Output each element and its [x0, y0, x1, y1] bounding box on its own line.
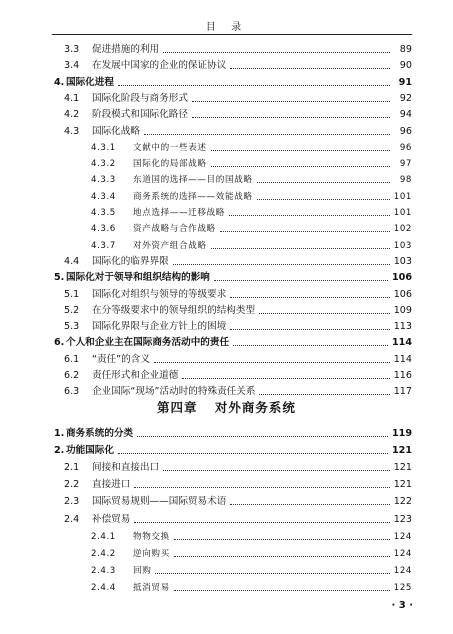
toc-entry-title: 国际化界限与企业方针上的困境	[92, 321, 227, 333]
dot-leader	[118, 84, 390, 86]
page-number: · 3 ·	[391, 600, 413, 611]
toc-entry	[91, 172, 412, 188]
toc-entry-page: 101	[393, 208, 412, 218]
toc-entry-page: 91	[398, 76, 412, 88]
dot-leader	[154, 361, 390, 363]
toc-entry-title: 在分等级要求中的领导组织的结构类型	[92, 304, 256, 316]
toc-entry-page: 96	[399, 142, 412, 153]
toc-entry-number: 3.4	[64, 60, 80, 72]
toc-entry-page: 106	[391, 272, 412, 284]
chapter-title: 对外商务系统	[214, 400, 296, 415]
toc-entry-number: 5.3	[64, 321, 80, 333]
dot-leader	[229, 214, 390, 216]
toc-entry-number: 4.3	[64, 125, 80, 137]
toc-entry	[54, 335, 412, 351]
toc-entry-page: 121	[391, 445, 412, 457]
toc-entry-title: 国际化对于领导和组织结构的影响	[66, 272, 210, 284]
toc-entry-title: 在发展中国家的企业的保证协议	[92, 60, 227, 72]
toc-entry-title: 间接和直接出口	[92, 462, 160, 474]
toc-entry	[64, 91, 412, 107]
toc-entry-number: 2.4	[64, 513, 80, 525]
toc-entry	[54, 270, 412, 286]
toc-entry-title: 促进措施的利用	[92, 44, 160, 55]
toc-entry-title: “责任”的含义	[92, 353, 150, 365]
dot-leader	[259, 312, 390, 314]
toc-entry	[54, 426, 412, 442]
toc-entry-title: 国际化对组织与领导的等级要求	[92, 288, 227, 300]
dot-leader	[137, 435, 388, 437]
dot-leader	[230, 328, 389, 330]
toc-entry	[54, 75, 412, 91]
toc-entry	[54, 443, 412, 459]
toc-entry-number: 4.2	[64, 109, 80, 121]
toc-entry-page: 113	[393, 321, 412, 333]
toc-entry-number: 5.	[54, 272, 65, 284]
dot-leader	[192, 116, 390, 118]
page-header: 目 录	[205, 22, 248, 33]
chapter-number: 第四章	[157, 400, 198, 415]
toc-entry-number: 4.3.1	[91, 142, 116, 153]
toc-entry-title: 国际化进程	[66, 76, 114, 88]
toc-entry	[91, 205, 412, 221]
toc-entry-number: 6.3	[64, 386, 80, 398]
toc-entry-title: 国际贸易规则——国际贸易术语	[92, 496, 227, 508]
toc-entry	[91, 529, 412, 545]
toc-entry-number: 5.2	[64, 304, 80, 316]
toc-entry	[91, 221, 412, 237]
toc-entry-page: 103	[393, 255, 412, 267]
toc-entry-number: 2.4.1	[91, 531, 116, 542]
toc-entry-title: 国际化的局部战略	[133, 159, 207, 170]
toc-entry-number: 1.	[54, 428, 65, 439]
toc-entry-title: 资产战略与合作战略	[133, 224, 216, 235]
toc-entry-number: 6.1	[64, 353, 80, 365]
toc-entry	[64, 287, 412, 303]
toc-entry-number: 4.	[54, 76, 65, 88]
toc-entry-page: 103	[393, 240, 412, 251]
toc-entry	[91, 580, 412, 596]
dot-leader	[134, 486, 389, 488]
toc-entry	[91, 189, 412, 205]
toc-entry-page: 122	[393, 496, 412, 508]
toc-entry-page: 119	[391, 428, 412, 439]
toc-entry-title: 地点选择——迁移战略	[133, 208, 225, 218]
toc-entry-page: 98	[399, 175, 412, 186]
toc-entry-title: 责任形式和企业道德	[92, 370, 179, 381]
toc-entry-page: 125	[393, 582, 412, 593]
toc-entry-number: 5.1	[64, 288, 80, 300]
toc-entry-page: 96	[399, 125, 412, 137]
toc-entry	[64, 319, 412, 335]
toc-entry-title: 阶段模式和国际化路径	[92, 109, 188, 121]
dot-leader	[230, 296, 389, 298]
toc-entry	[64, 303, 412, 319]
toc-entry-number: 3.3	[64, 44, 80, 55]
toc-entry	[91, 563, 412, 579]
toc-entry	[64, 254, 412, 270]
toc-entry-number: 4.3.6	[91, 224, 116, 235]
toc-entry-number: 2.4.4	[91, 582, 116, 593]
header-rule	[52, 34, 412, 35]
toc-entry-page: 101	[393, 191, 412, 202]
toc-entry	[64, 512, 412, 528]
toc-entry	[91, 546, 412, 562]
toc-entry	[64, 58, 412, 74]
toc-entry	[64, 42, 412, 58]
toc-entry-number: 4.3.2	[91, 159, 116, 170]
dot-leader	[182, 377, 389, 379]
toc-entry-title: 抵消贸易	[133, 582, 170, 593]
toc-entry-page: 102	[393, 224, 412, 235]
dot-leader	[144, 133, 390, 135]
dot-leader	[163, 469, 390, 471]
toc-entry-number: 2.	[54, 445, 65, 457]
toc-entry-title: 对外资产组合战略	[133, 240, 207, 251]
toc-entry-title: 国际化的临界界限	[92, 255, 169, 267]
toc-entry-page: 92	[399, 92, 412, 104]
toc-entry-page: 114	[391, 337, 412, 349]
dot-leader	[259, 393, 389, 395]
toc-entry-title: 逆向购买	[133, 548, 170, 559]
dot-leader	[230, 67, 390, 69]
toc-entry	[64, 352, 412, 368]
toc-entry-title: 商务系统的选择——效能战略	[133, 191, 253, 202]
toc-entry-page: 124	[393, 565, 412, 576]
toc-entry-title: 国际化阶段与商务形式	[92, 92, 188, 104]
toc-entry-page: 116	[393, 370, 412, 381]
toc-entry-page: 121	[393, 479, 412, 491]
toc-entry-number: 6.2	[64, 370, 80, 381]
toc-entry-title: 文献中的一些表述	[133, 142, 207, 153]
toc-entry-page: 109	[393, 304, 412, 316]
toc-entry-number: 2.4.3	[91, 565, 116, 576]
dot-leader	[155, 572, 389, 574]
toc-entry-number: 2.4.2	[91, 548, 116, 559]
toc-entry-title: 功能国际化	[66, 445, 114, 457]
toc-entry	[91, 156, 412, 172]
toc-entry-number: 4.3.7	[91, 240, 116, 251]
toc-entry-title: 国际化战略	[92, 125, 140, 137]
toc-entry-number: 4.4	[64, 255, 80, 267]
dot-leader	[211, 165, 390, 167]
chapter-heading	[0, 398, 453, 416]
toc-entry-title: 直接进口	[92, 479, 131, 491]
toc-entry-number: 4.3.5	[91, 208, 116, 218]
dot-leader	[163, 51, 390, 53]
toc-entry-number: 4.1	[64, 92, 80, 104]
toc-entry	[91, 238, 412, 254]
dot-leader	[174, 589, 390, 591]
toc-entry	[64, 368, 412, 384]
toc-entry-page: 124	[393, 548, 412, 559]
toc-entry	[64, 477, 412, 493]
toc-entry-page: 94	[399, 109, 412, 121]
dot-leader	[257, 198, 390, 200]
toc-entry-title: 个人和企业主在国际商务活动中的责任	[66, 337, 230, 349]
dot-leader	[134, 521, 389, 523]
dot-leader	[233, 344, 388, 346]
toc-entry-page: 90	[399, 60, 412, 72]
toc-entry-number: 2.3	[64, 496, 80, 508]
dot-leader	[257, 181, 390, 183]
toc-entry-title: 商务系统的分类	[66, 428, 134, 439]
toc-entry	[64, 494, 412, 510]
dot-leader	[174, 538, 390, 540]
toc-entry-title: 回购	[133, 565, 152, 576]
toc-entry-number: 4.3.3	[91, 175, 116, 186]
toc-entry-number: 4.3.4	[91, 191, 116, 202]
toc-entry-title: 补偿贸易	[92, 513, 131, 525]
dot-leader	[211, 247, 390, 249]
toc-entry-page: 123	[393, 513, 412, 525]
dot-leader	[174, 555, 390, 557]
toc-entry-title: 东道国的选择——目的国战略	[133, 175, 253, 186]
toc-entry-number: 2.1	[64, 462, 80, 474]
toc-entry-title: 物物交换	[133, 531, 170, 542]
dot-leader	[214, 279, 388, 281]
toc-entry-page: 124	[393, 531, 412, 542]
toc-entry	[64, 124, 412, 140]
toc-entry-page: 106	[393, 288, 412, 300]
dot-leader	[118, 452, 388, 454]
dot-leader	[192, 100, 390, 102]
dot-leader	[211, 149, 390, 151]
dot-leader	[220, 230, 390, 232]
toc-entry	[64, 460, 412, 476]
toc-entry-number: 2.2	[64, 479, 80, 491]
toc-entry-page: 117	[393, 386, 412, 398]
toc-entry-page: 114	[393, 353, 412, 365]
dot-leader	[230, 503, 389, 505]
toc-entry	[64, 107, 412, 123]
toc-entry-number: 6.	[54, 337, 65, 349]
toc-entry-page: 97	[399, 159, 412, 170]
toc-entry	[91, 140, 412, 156]
dot-leader	[173, 263, 390, 265]
toc-entry-title: 企业国际“现场”活动时的特殊责任关系	[92, 386, 256, 398]
toc-entry-page: 121	[393, 462, 412, 474]
toc-entry-page: 89	[399, 44, 412, 55]
